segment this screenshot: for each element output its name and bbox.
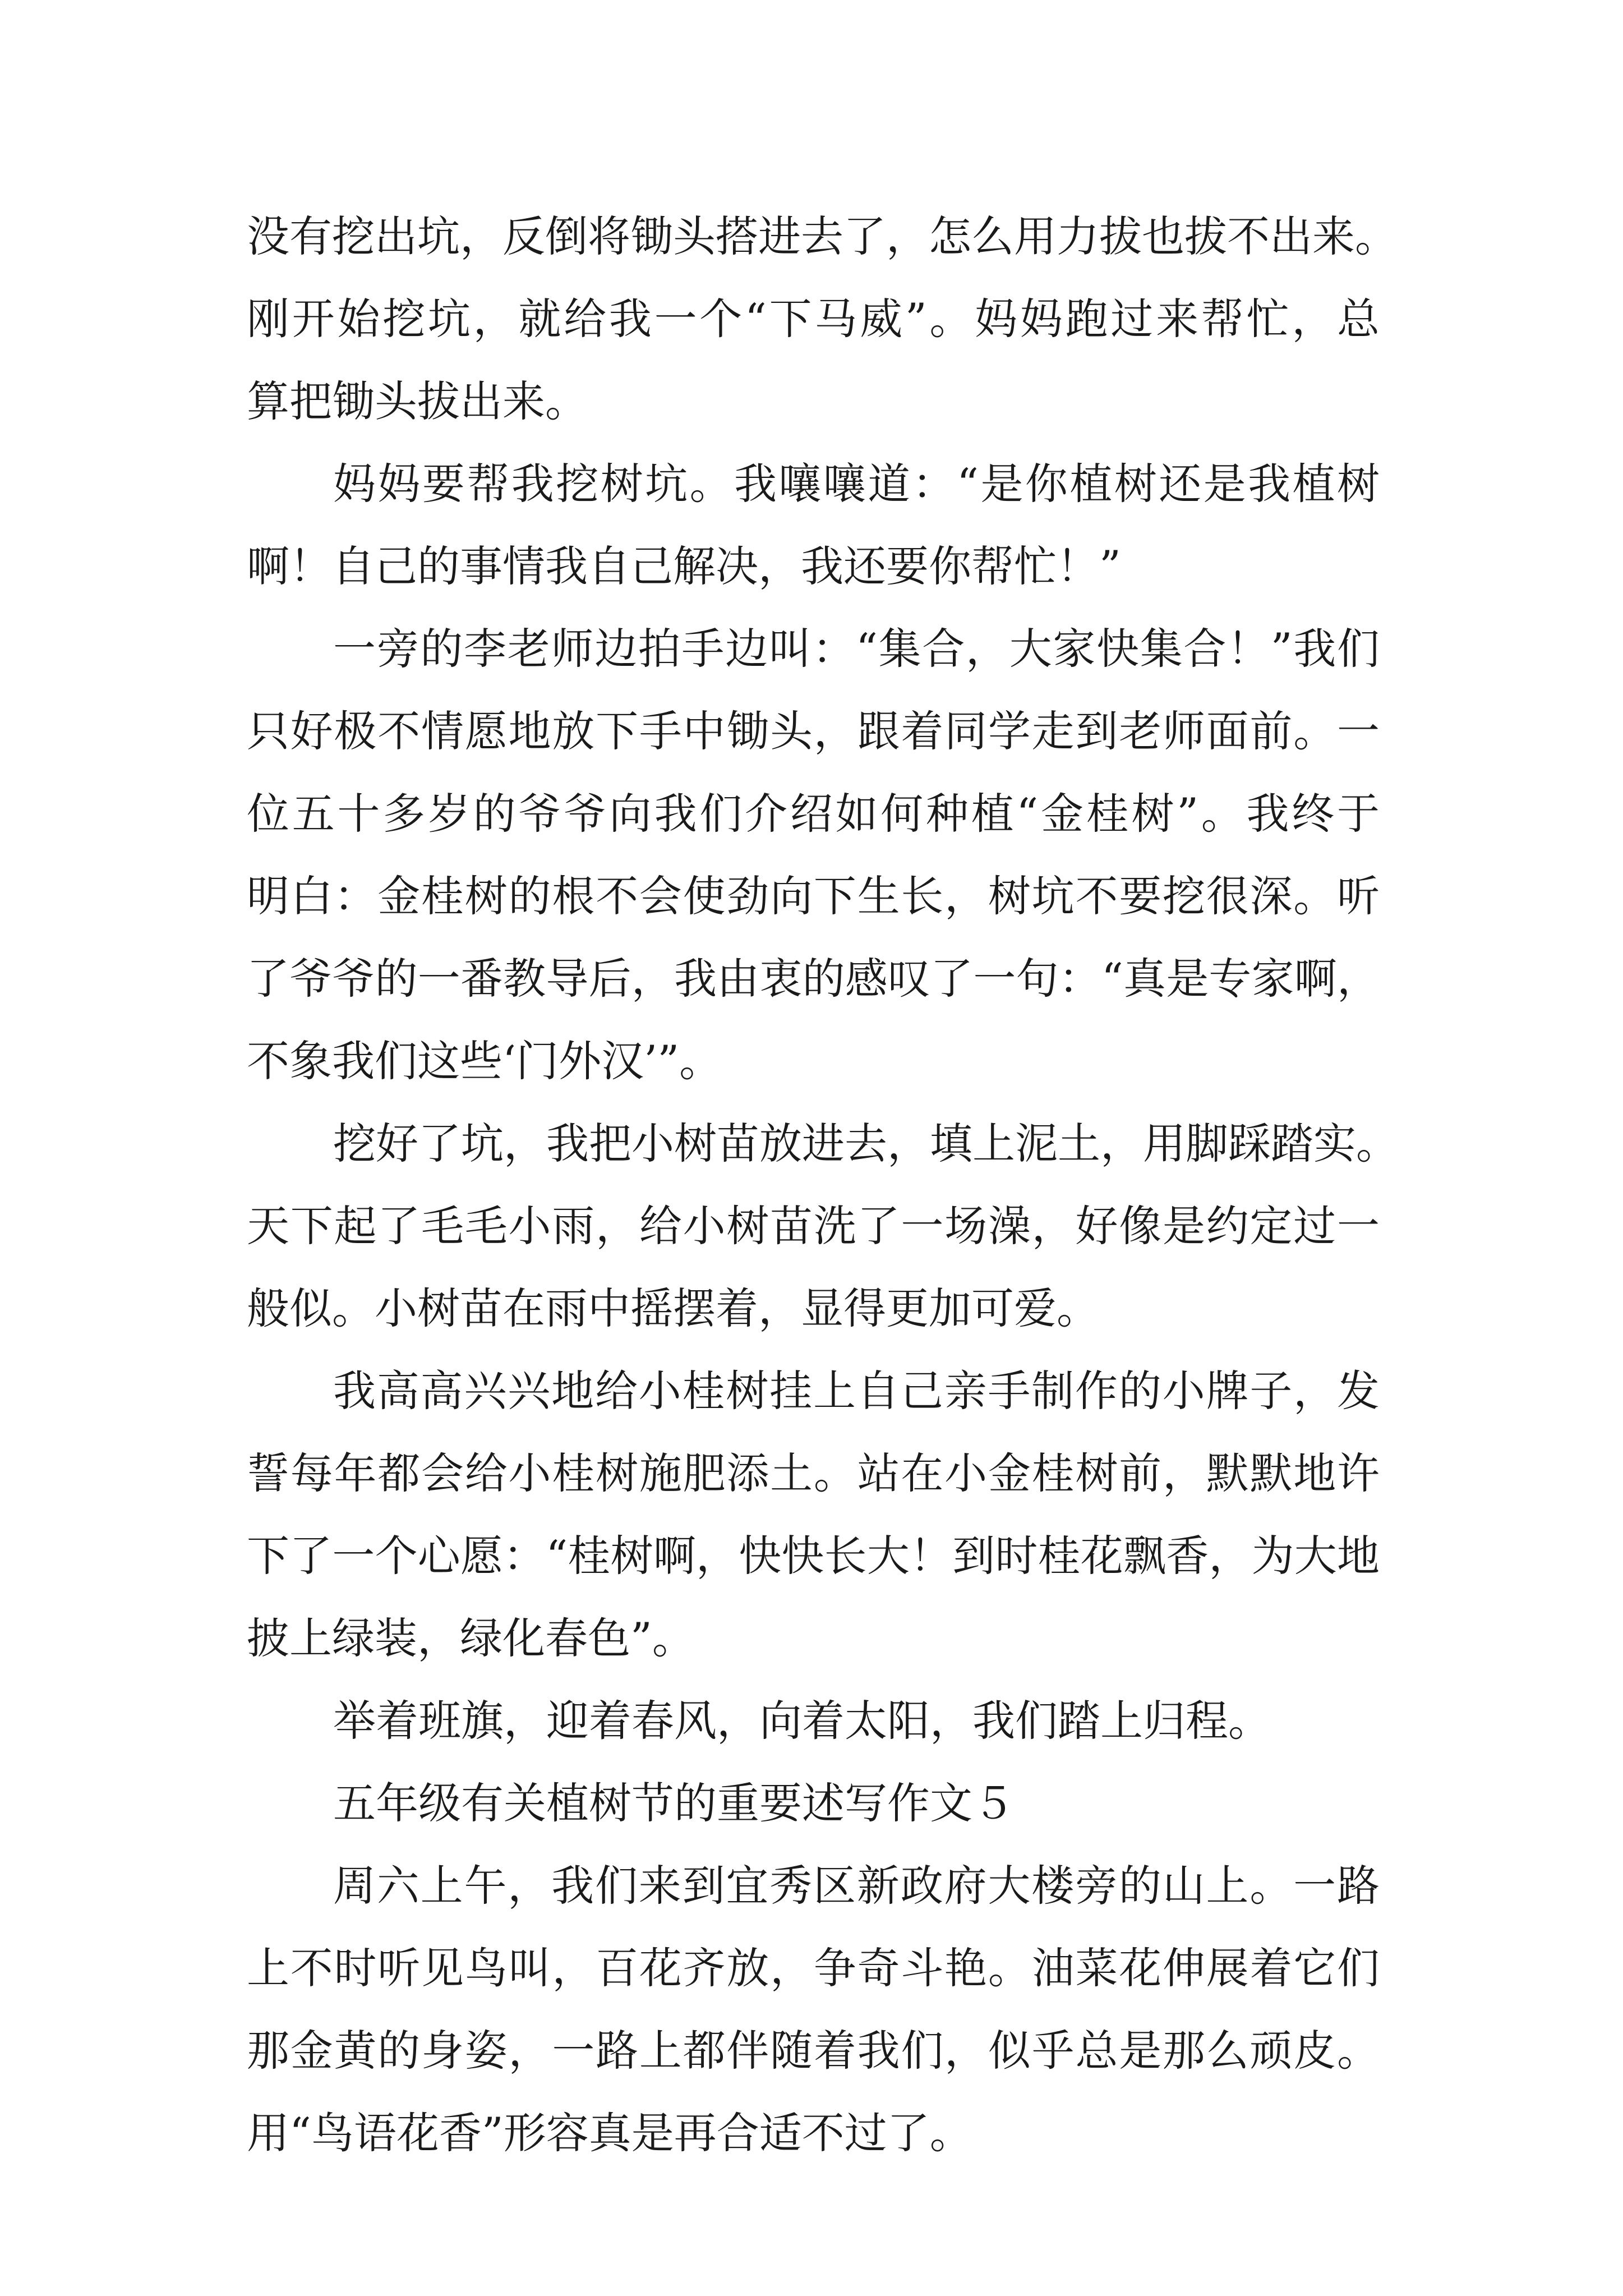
text-line: 上不时听见鸟叫，百花齐放，争奇斗艳。油菜花伸展着它们 [247,1943,1380,1993]
text-line: 算把锄头拔出来。 [247,376,588,426]
text-line: 那金黄的身姿，一路上都伴随着我们，似乎总是那么顽皮。 [247,2026,1380,2076]
text-line: 位五十多岁的爷爷向我们介绍如何种植“金桂树”。我终于 [247,789,1380,839]
text-line: 只好极不情愿地放下手中锄头，跟着同学走到老师面前。一 [247,706,1380,756]
text-line: 明白：金桂树的根不会使劲向下生长，树坑不要挖很深。听 [247,871,1380,921]
paragraph-first-line: 妈妈要帮我挖树坑。我嚷嚷道：“是你植树还是我植树 [333,459,1380,509]
document-body [247,195,1399,2174]
text-line: 般似。小树苗在雨中摇摆着，显得更加可爱。 [247,1283,1099,1333]
section-heading: 五年级有关植树节的重要述写作文５ [333,1778,1015,1828]
text-line: 天下起了毛毛小雨，给小树苗洗了一场澡，好像是约定过一 [247,1201,1380,1251]
paragraph-first-line: 举着班旗，迎着春风，向着太阳，我们踏上归程。 [333,1696,1271,1746]
text-line: 披上绿装，绿化春色”。 [247,1613,695,1663]
text-line: 没有挖出坑，反倒将锄头搭进去了，怎么用力拔也拔不出来。 [247,211,1398,261]
text-line: 下了一个心愿：“桂树啊，快快长大！到时桂花飘香，为大地 [247,1531,1380,1581]
text-line: 刚开始挖坑，就给我一个“下马威”。妈妈跑过来帮忙，总 [247,294,1380,344]
text-line: 誓每年都会给小桂树施肥添土。站在小金桂树前，默默地许 [247,1448,1380,1498]
paragraph-first-line: 一旁的李老师边拍手边叫：“集合，大家快集合！”我们 [333,624,1380,674]
text-line: 不象我们这些‘门外汉’”。 [247,1036,722,1086]
text-line: 啊！自己的事情我自己解决，我还要你帮忙！” [247,541,1121,591]
paragraph-first-line: 我高高兴兴地给小桂树挂上自己亲手制作的小牌子，发 [333,1366,1380,1416]
paragraph-first-line: 周六上午，我们来到宜秀区新政府大楼旁的山上。一路 [333,1861,1380,1911]
text-line: 用“鸟语花香”形容真是再合适不过了。 [247,2108,972,2158]
paragraph-first-line: 挖好了坑，我把小树苗放进去，填上泥土，用脚踩踏实。 [333,1119,1399,1168]
text-line: 了爷爷的一番教导后，我由衷的感叹了一句：“真是专家啊， [247,954,1380,1004]
